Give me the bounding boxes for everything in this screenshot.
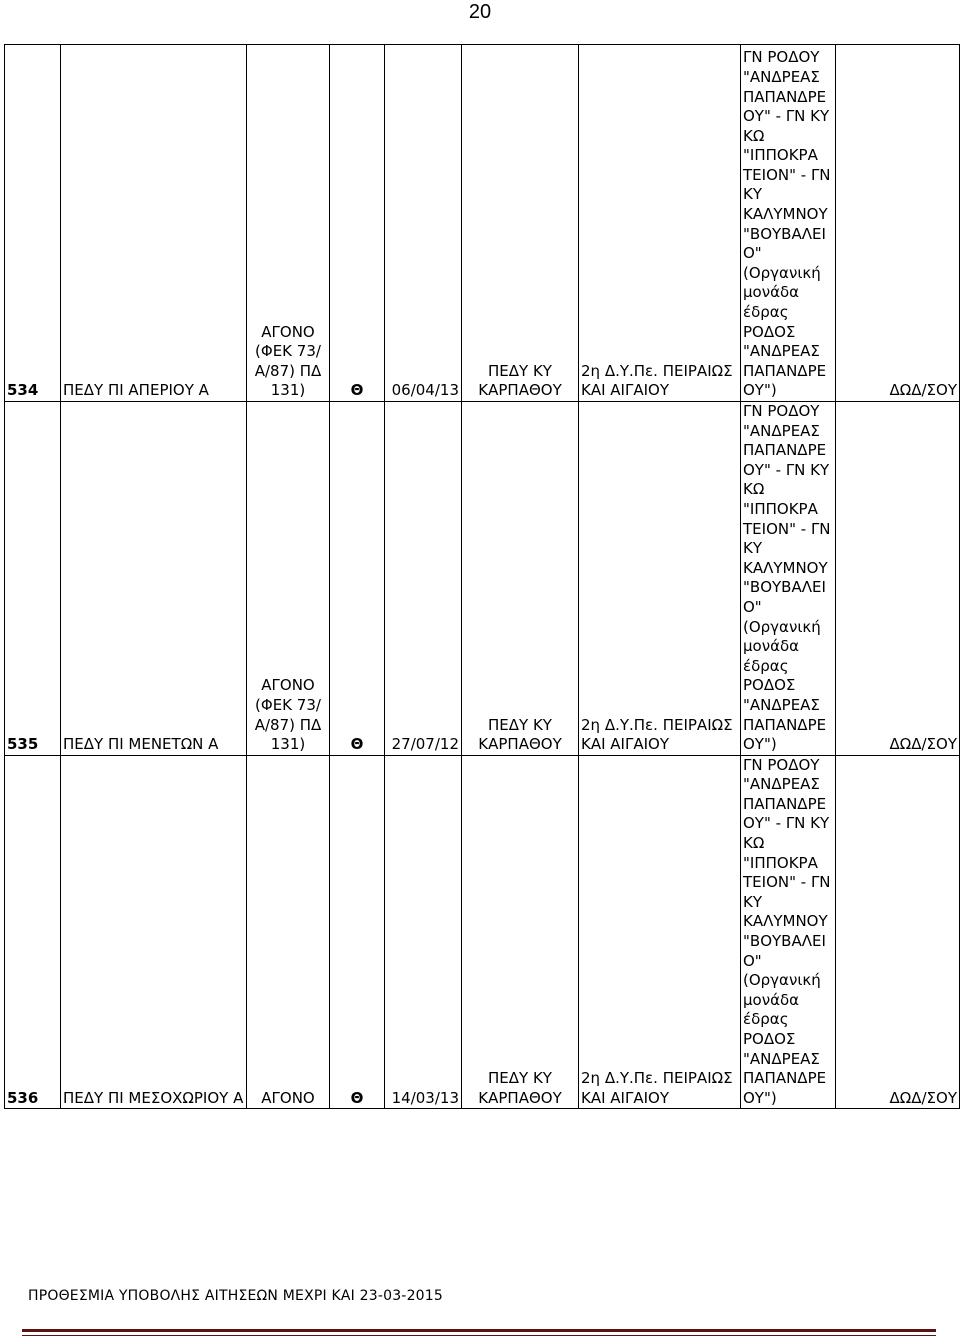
- row-number: 535: [5, 402, 61, 756]
- footer-rule-thin: [22, 1335, 936, 1336]
- area-group: ΑΓΟΝΟ (ΦΕΚ 73/Α/87) ΠΔ 131): [247, 45, 330, 402]
- health-center: ΠΕΔΥ ΚΥ ΚΑΡΠΑΘΟΥ: [462, 45, 579, 402]
- school-name: ΠΕΔΥ ΠΙ ΜΕΣΟΧΩΡΙΟΥ Α: [61, 755, 247, 1109]
- health-center: ΠΕΔΥ ΚΥ ΚΑΡΠΑΘΟΥ: [462, 755, 579, 1109]
- table-row: [5, 755, 960, 1109]
- row-number: 534: [5, 45, 61, 402]
- health-center: ΠΕΔΥ ΚΥ ΚΑΡΠΑΘΟΥ: [462, 402, 579, 756]
- school-name: ΠΕΔΥ ΠΙ ΑΠΕΡΙΟΥ Α: [61, 45, 247, 402]
- prefecture: ΔΩΔ/ΣΟΥ: [836, 45, 960, 402]
- footer-rule: [22, 1329, 936, 1332]
- footer-deadline: ΠΡΟΘΕΣΜΙΑ ΥΠΟΒΟΛΗΣ ΑΙΤΗΣΕΩΝ ΜΕΧΡΙ ΚΑΙ 23-03-2015: [28, 1288, 443, 1304]
- row-number: 536: [5, 755, 61, 1109]
- school-name: ΠΕΔΥ ΠΙ ΜΕΝΕΤΩΝ Α: [61, 402, 247, 756]
- date: 27/07/12: [385, 402, 462, 756]
- hospital-coverage: ΓΝ ΡΟΔΟΥ "ΑΝΔΡΕΑΣ ΠΑΠΑΝΔΡΕ ΟΥ" - ΓΝ ΚΥ ΚΩ "ΙΠΠΟΚΡΑ ΤΕΙΟΝ" - ΓΝ ΚΥ ΚΑΛΥΜΝΟΥ "ΒΟΥΒΑΛΕΙ Ο" (Οργανική μονάδα έδρας ΡΟΔΟΣ "ΑΝΔΡΕΑΣ ΠΑΠΑΝΔΡΕ ΟΥ"): [741, 755, 836, 1109]
- date: 06/04/13: [385, 45, 462, 402]
- date: 14/03/13: [385, 755, 462, 1109]
- page-number: 20: [468, 1, 492, 23]
- category: Θ: [330, 45, 385, 402]
- prefecture: ΔΩΔ/ΣΟΥ: [836, 755, 960, 1109]
- category: Θ: [330, 755, 385, 1109]
- prefecture: ΔΩΔ/ΣΟΥ: [836, 402, 960, 756]
- health-region: 2η Δ.Υ.Πε. ΠΕΙΡΑΙΩΣ ΚΑΙ ΑΙΓΑΙΟΥ: [579, 755, 741, 1109]
- positions-table: [4, 44, 960, 1109]
- category: Θ: [330, 402, 385, 756]
- hospital-coverage: ΓΝ ΡΟΔΟΥ "ΑΝΔΡΕΑΣ ΠΑΠΑΝΔΡΕ ΟΥ" - ΓΝ ΚΥ ΚΩ "ΙΠΠΟΚΡΑ ΤΕΙΟΝ" - ΓΝ ΚΥ ΚΑΛΥΜΝΟΥ "ΒΟΥΒΑΛΕΙ Ο" (Οργανική μονάδα έδρας ΡΟΔΟΣ "ΑΝΔΡΕΑΣ ΠΑΠΑΝΔΡΕ ΟΥ"): [741, 45, 836, 402]
- hospital-coverage: ΓΝ ΡΟΔΟΥ "ΑΝΔΡΕΑΣ ΠΑΠΑΝΔΡΕ ΟΥ" - ΓΝ ΚΥ ΚΩ "ΙΠΠΟΚΡΑ ΤΕΙΟΝ" - ΓΝ ΚΥ ΚΑΛΥΜΝΟΥ "ΒΟΥΒΑΛΕΙ Ο" (Οργανική μονάδα έδρας ΡΟΔΟΣ "ΑΝΔΡΕΑΣ ΠΑΠΑΝΔΡΕ ΟΥ"): [741, 402, 836, 756]
- area-group: ΑΓΟΝΟ: [247, 755, 330, 1109]
- table-row: [5, 45, 960, 402]
- health-region: 2η Δ.Υ.Πε. ΠΕΙΡΑΙΩΣ ΚΑΙ ΑΙΓΑΙΟΥ: [579, 45, 741, 402]
- health-region: 2η Δ.Υ.Πε. ΠΕΙΡΑΙΩΣ ΚΑΙ ΑΙΓΑΙΟΥ: [579, 402, 741, 756]
- table-row: [5, 402, 960, 756]
- area-group: ΑΓΟΝΟ (ΦΕΚ 73/Α/87) ΠΔ 131): [247, 402, 330, 756]
